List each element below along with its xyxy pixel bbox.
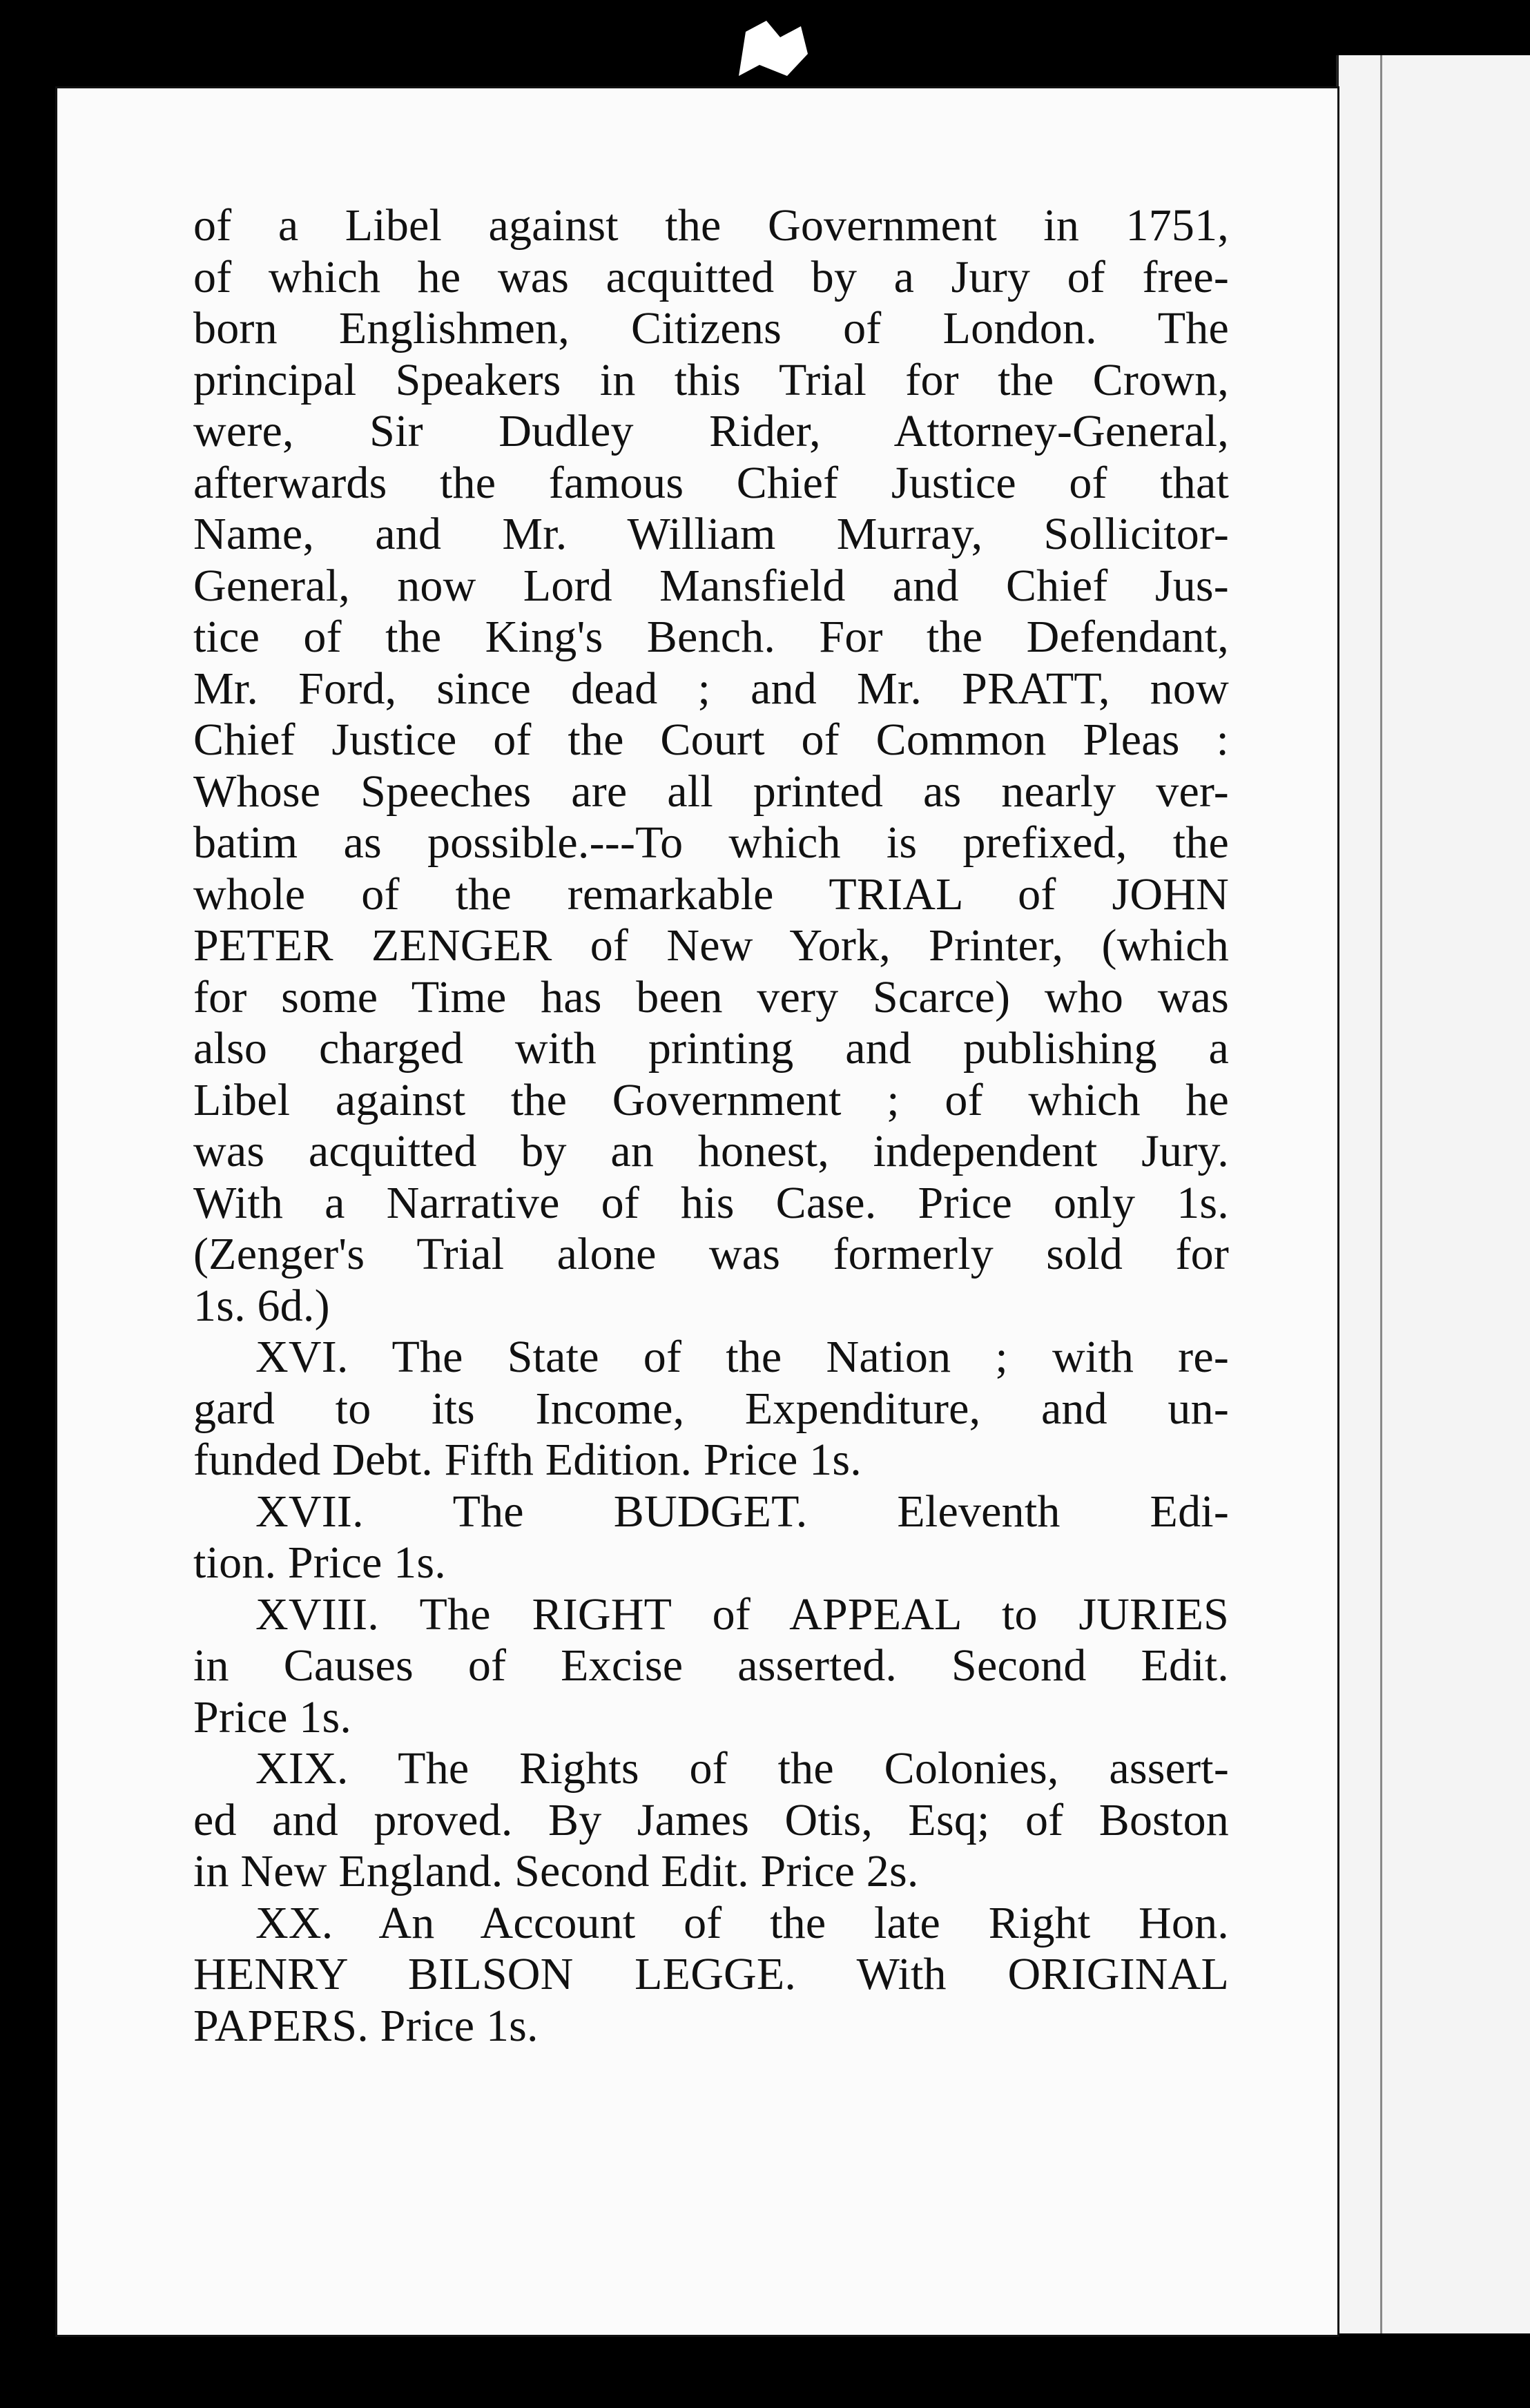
catalogue-entry-xx: XX. An Account of the late Right Hon.	[255, 1897, 1229, 1948]
catalogue-entry-xvi: XVI. The State of the Nation ; with re-	[255, 1332, 1229, 1382]
text-line: in Causes of Excise asserted. Second Edit.	[193, 1640, 1229, 1691]
catalogue-entry-xix: XIX. The Rights of the Colonies, assert-	[255, 1743, 1229, 1794]
text-line: of which he was acquitted by a Jury of free-	[193, 251, 1229, 302]
text-line: Name, and Mr. William Murray, Sollicitor-	[193, 509, 1229, 559]
book-page	[55, 86, 1339, 2337]
text-line: in New England. Second Edit. Price 2s.	[193, 1846, 919, 1896]
text-line: tice of the King's Bench. For the Defendant,	[193, 612, 1229, 662]
text-line: born Englishmen, Citizens of London. The	[193, 303, 1229, 353]
text-line: batim as possible.---To which is prefixed, the	[193, 817, 1229, 868]
text-line: ed and proved. By James Otis, Esq; of Boston	[193, 1794, 1229, 1845]
torn-paper-scrap	[739, 21, 808, 76]
text-line: Mr. Ford, since dead ; and Mr. PRATT, now	[193, 663, 1229, 714]
text-line: General, now Lord Mansfield and Chief Jus-	[193, 560, 1229, 611]
text-line: was acquitted by an honest, independent Jury.	[193, 1126, 1229, 1176]
page-text-block	[193, 200, 1229, 2052]
text-line: 1s. 6d.)	[193, 1280, 330, 1331]
text-line: principal Speakers in this Trial for the Crown,	[193, 354, 1229, 405]
text-line: of a Libel against the Government in 1751,	[193, 200, 1229, 251]
text-line: were, Sir Dudley Rider, Attorney-General,	[193, 406, 1229, 456]
text-line: funded Debt. Fifth Edition. Price 1s.	[193, 1435, 862, 1485]
text-line: PETER ZENGER of New York, Printer, (which	[193, 920, 1229, 971]
text-line: Chief Justice of the Court of Common Pleas :	[193, 715, 1229, 765]
catalogue-entry-xviii: XVIII. The RIGHT of APPEAL to JURIES	[255, 1589, 1229, 1640]
text-line: gard to its Income, Expenditure, and un-	[193, 1383, 1229, 1434]
text-line: afterwards the famous Chief Justice of that	[193, 457, 1229, 508]
text-line: for some Time has been very Scarce) who was	[193, 971, 1229, 1022]
text-line: PAPERS. Price 1s.	[193, 2000, 539, 2051]
text-line: tion. Price 1s.	[193, 1537, 446, 1588]
text-line: Whose Speeches are all printed as nearly ver-	[193, 766, 1229, 817]
catalogue-entry-xvii: XVII. The BUDGET. Eleventh Edi-	[255, 1486, 1229, 1537]
text-line: whole of the remarkable TRIAL of JOHN	[193, 868, 1229, 920]
text-line: Price 1s.	[193, 1691, 352, 1742]
adjacent-leaf-edge	[1336, 55, 1530, 2333]
text-line: With a Narrative of his Case. Price only 1s.	[193, 1177, 1229, 1228]
text-line: HENRY BILSON LEGGE. With ORIGINAL	[193, 1949, 1229, 1999]
text-line: also charged with printing and publishing a	[193, 1023, 1229, 1074]
text-line: (Zenger's Trial alone was formerly sold for	[193, 1229, 1229, 1279]
text-line: Libel against the Government ; of which he	[193, 1074, 1229, 1125]
